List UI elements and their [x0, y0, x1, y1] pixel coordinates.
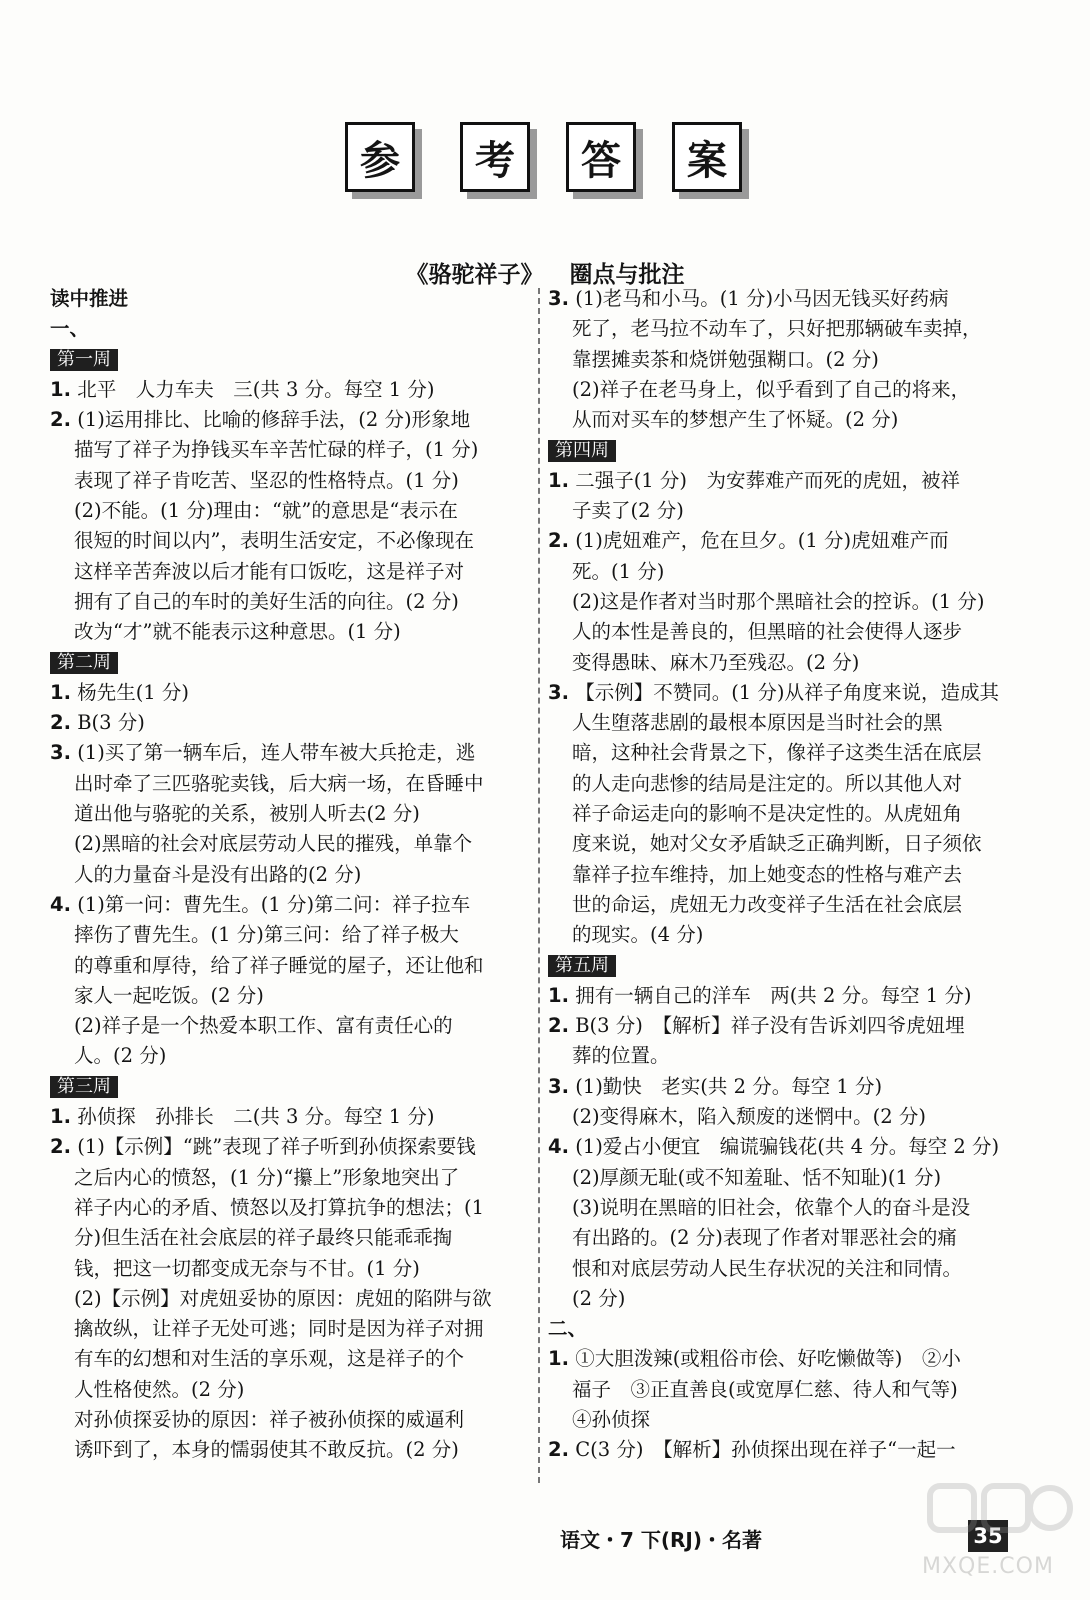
item-number: 4. — [50, 892, 71, 916]
item-text: (1)第一问：曹先生。(1 分)第二问：祥子拉车 — [77, 892, 471, 916]
week-heading — [50, 648, 532, 678]
answer-continuation: (2)祥子在老马身上，似乎看到了自己的将来， — [572, 377, 971, 401]
watermark-text: MXQE.COM — [922, 1554, 1054, 1579]
week-label: 第五周 — [548, 955, 616, 977]
answer-continuation: 分)但生活在社会底层的祥子最终只能乖乖掏 — [74, 1226, 453, 1250]
answer-continuation: 从而对买车的梦想产生了怀疑。(2 分) — [572, 408, 899, 432]
answer-continuation: 靠摆摊卖茶和烧饼勉强糊口。(2 分) — [572, 347, 879, 371]
answer-continuation: (3)说明在黑暗的旧社会，依靠个人的奋斗是没 — [572, 1195, 971, 1219]
section-name: 圈点与批注 — [569, 262, 685, 288]
section-heading: 二、 — [548, 1317, 588, 1341]
item-text: B(3 分) 【解析】祥子没有告诉刘四爷虎妞埋 — [575, 1014, 965, 1038]
answer-continuation: 有出路的。(2 分)表现了作者对罪恶社会的痛 — [572, 1226, 957, 1250]
item-number: 2. — [548, 1014, 569, 1038]
answer-item — [50, 1102, 532, 1132]
item-number: 2. — [548, 1438, 569, 1462]
answer-continuation: 的尊重和厚待，给了祥子睡觉的屋子，还让他和 — [74, 953, 484, 977]
answer-continuation: 的现实。(4 分) — [572, 923, 704, 947]
answer-item — [548, 466, 1030, 496]
answer-continuation: 人性格使然。(2 分) — [74, 1377, 245, 1401]
week-heading — [50, 1072, 532, 1102]
answer-continuation: 的人走向悲惨的结局是注定的。所以其他人对 — [572, 771, 963, 795]
answer-continuation: (2)黑暗的社会对底层劳动人民的摧残，单靠个 — [74, 832, 473, 856]
page-number: 35 — [968, 1520, 1008, 1552]
answer-item — [548, 1011, 1030, 1041]
book-title: 《骆驼祥子》 — [405, 262, 544, 288]
answer-continuation: 钱，把这一切都变成无奈与不甘。(1 分) — [74, 1256, 420, 1280]
answer-continuation: 祥子命运走向的影响不是决定性的。从虎妞角 — [572, 802, 963, 826]
answer-item — [50, 375, 532, 405]
answer-continuation: 变得愚昧、麻木乃至残忍。(2 分) — [572, 650, 860, 674]
answer-continuation: 很短的时间以内”，表明生活安定，不必像现在 — [74, 529, 474, 553]
answer-item — [50, 708, 532, 738]
answer-continuation: 死了，老马拉不动车了，只好把那辆破车卖掉， — [572, 317, 982, 341]
answer-continuation: (2)变得麻木，陷入颓废的迷惘中。(2 分) — [572, 1105, 926, 1129]
answer-continuation: 人。(2 分) — [74, 1044, 167, 1068]
watermark-logo — [900, 1478, 1080, 1588]
answer-item — [548, 526, 1030, 556]
title-char: 案 — [672, 122, 742, 192]
item-number: 1. — [50, 1105, 71, 1129]
answer-continuation: 人的本性是善良的，但黑暗的社会使得人逐步 — [572, 620, 963, 644]
watermark-icon — [900, 1478, 1080, 1558]
right-column — [548, 284, 1030, 1466]
answer-title — [0, 122, 1090, 212]
answer-continuation: 之后内心的愤怒，(1 分)“攥上”形象地突出了 — [74, 1165, 460, 1189]
week-heading — [548, 951, 1030, 981]
answer-continuation: 对孙侦探妥协的原因：祥子被孙侦探的威逼利 — [74, 1407, 465, 1431]
answer-continuation: 改为“才”就不能表示这种意思。(1 分) — [74, 620, 401, 644]
item-text: 拥有一辆自己的洋车 两(共 2 分。每空 1 分) — [575, 983, 972, 1007]
answer-continuation: 这样辛苦奔波以后才能有口饭吃，这是祥子对 — [74, 559, 465, 583]
week-label: 第三周 — [50, 1076, 118, 1098]
answer-continuation: 死。(1 分) — [572, 559, 665, 583]
answer-continuation: 诱吓到了，本身的懦弱使其不敢反抗。(2 分) — [74, 1438, 459, 1462]
answer-continuation: 摔伤了曹先生。(1 分)第三问：给了祥子极大 — [74, 923, 459, 947]
week-heading — [50, 345, 532, 375]
answer-continuation: 表现了祥子肯吃苦、坚忍的性格特点。(1 分) — [74, 468, 459, 492]
section-heading: 读中推进 — [50, 287, 129, 310]
title-char: 答 — [566, 122, 636, 192]
item-text: 杨先生(1 分) — [77, 680, 190, 704]
answer-continuation: (2 分) — [572, 1286, 626, 1310]
answer-item — [50, 405, 532, 435]
item-number: 1. — [50, 680, 71, 704]
answer-continuation: (2)不能。(1 分)理由：“就”的意思是“表示在 — [74, 499, 458, 523]
answer-continuation: 世的命运，虎妞无力改变祥子生活在社会底层 — [572, 892, 963, 916]
section-heading: 一、 — [50, 317, 90, 341]
answer-item — [548, 678, 1030, 708]
answer-continuation: 出时牵了三匹骆驼卖钱，后大病一场，在昏睡中 — [74, 771, 484, 795]
week-label: 第二周 — [50, 652, 118, 674]
item-number: 3. — [548, 1074, 569, 1098]
item-text: (1)【示例】“跳”表现了祥子听到孙侦探索要钱 — [77, 1135, 476, 1159]
answer-continuation: 度来说，她对父女矛盾缺乏正确判断，日子须依 — [572, 832, 982, 856]
week-label: 第四周 — [548, 440, 616, 462]
answer-continuation: 拥有了自己的车时的美好生活的向往。(2 分) — [74, 589, 459, 613]
item-text: 【示例】不赞同。(1 分)从祥子角度来说，造成其 — [575, 680, 1000, 704]
answer-continuation: (2)【示例】对虎妞妥协的原因：虎妞的陷阱与欲 — [74, 1286, 492, 1310]
answer-item — [548, 1072, 1030, 1102]
item-text: (1)老马和小马。(1 分)小马因无钱买好药病 — [575, 287, 949, 310]
item-text: 二强子(1 分) 为安葬难产而死的虎妞，被祥 — [575, 468, 961, 492]
item-text: B(3 分) — [77, 711, 145, 735]
column-divider — [538, 288, 540, 1483]
answer-item — [548, 981, 1030, 1011]
item-number: 2. — [50, 1135, 71, 1159]
answer-continuation: 描写了祥子为挣钱买车辛苦忙碌的样子，(1 分) — [74, 438, 479, 462]
item-text: (1)买了第一辆车后，连人带车被大兵抢走，逃 — [77, 741, 476, 765]
answer-continuation: (2)祥子是一个热爱本职工作、富有责任心的 — [74, 1014, 453, 1038]
title-char: 参 — [345, 122, 415, 192]
answer-continuation: 道出他与骆驼的关系，被别人听去(2 分) — [74, 802, 420, 826]
item-text: 北平 人力车夫 三(共 3 分。每空 1 分) — [77, 377, 435, 401]
week-heading — [548, 435, 1030, 465]
answer-item — [50, 890, 532, 920]
item-number: 4. — [548, 1135, 569, 1159]
item-text: (1)勤快 老实(共 2 分。每空 1 分) — [575, 1074, 883, 1098]
item-number: 2. — [548, 529, 569, 553]
item-number: 2. — [50, 408, 71, 432]
answer-continuation: 暗，这种社会背景之下，像祥子这类生活在底层 — [572, 741, 982, 765]
item-text: (1)爱占小便宜 编谎骗钱花(共 4 分。每空 2 分) — [575, 1135, 1000, 1159]
answer-continuation: 子卖了(2 分) — [572, 499, 684, 523]
answer-continuation: 擒故纵，让祥子无处可逃；同时是因为祥子对拥 — [74, 1317, 484, 1341]
item-number: 1. — [548, 468, 569, 492]
item-number: 1. — [548, 983, 569, 1007]
answer-item — [548, 1435, 1030, 1465]
answer-continuation: (2)这是作者对当时那个黑暗社会的控诉。(1 分) — [572, 589, 985, 613]
answer-continuation: 祥子内心的矛盾、愤怒以及打算抗争的想法；(1 — [74, 1195, 485, 1219]
footer-label: 语文・7 下(RJ)・名著 — [560, 1528, 763, 1552]
item-text: (1)运用排比、比喻的修辞手法，(2 分)形象地 — [77, 408, 471, 432]
answer-continuation: 有车的幻想和对生活的享乐观，这是祥子的个 — [74, 1347, 465, 1371]
left-column — [50, 284, 532, 1466]
item-text: (1)虎妞难产，危在旦夕。(1 分)虎妞难产而 — [575, 529, 949, 553]
answer-item — [548, 1132, 1030, 1162]
item-text: C(3 分) 【解析】孙侦探出现在祥子“一起一 — [575, 1438, 956, 1462]
item-number: 1. — [548, 1347, 569, 1371]
answer-item — [50, 678, 532, 708]
answer-item — [548, 284, 1030, 314]
answer-continuation: (2)厚颜无耻(或不知羞耻、恬不知耻)(1 分) — [572, 1165, 942, 1189]
answer-continuation: 家人一起吃饭。(2 分) — [74, 983, 264, 1007]
answer-continuation: 人生堕落悲剧的最根本原因是当时社会的黑 — [572, 711, 943, 735]
item-text: ①大胆泼辣(或粗俗市侩、好吃懒做等) ②小 — [575, 1347, 961, 1371]
week-label: 第一周 — [50, 349, 118, 371]
answer-continuation: 人的力量奋斗是没有出路的(2 分) — [74, 862, 362, 886]
answer-continuation: 靠祥子拉车维持，加上她变态的性格与难产去 — [572, 862, 963, 886]
item-number: 3. — [548, 287, 569, 310]
answer-item — [548, 1344, 1030, 1374]
item-number: 2. — [50, 711, 71, 735]
item-number: 3. — [50, 741, 71, 765]
answer-continuation: 福子 ③正直善良(或宽厚仁慈、待人和气等) — [572, 1377, 958, 1401]
item-text: 孙侦探 孙排长 二(共 3 分。每空 1 分) — [77, 1105, 435, 1129]
answer-continuation: 恨和对底层劳动人民生存状况的关注和同情。 — [572, 1256, 963, 1280]
answer-item — [50, 1132, 532, 1162]
answer-continuation: 葬的位置。 — [572, 1044, 670, 1068]
title-char: 考 — [460, 122, 530, 192]
item-number: 3. — [548, 680, 569, 704]
answer-continuation: ④孙侦探 — [572, 1407, 651, 1431]
answer-item — [50, 738, 532, 768]
item-number: 1. — [50, 377, 71, 401]
